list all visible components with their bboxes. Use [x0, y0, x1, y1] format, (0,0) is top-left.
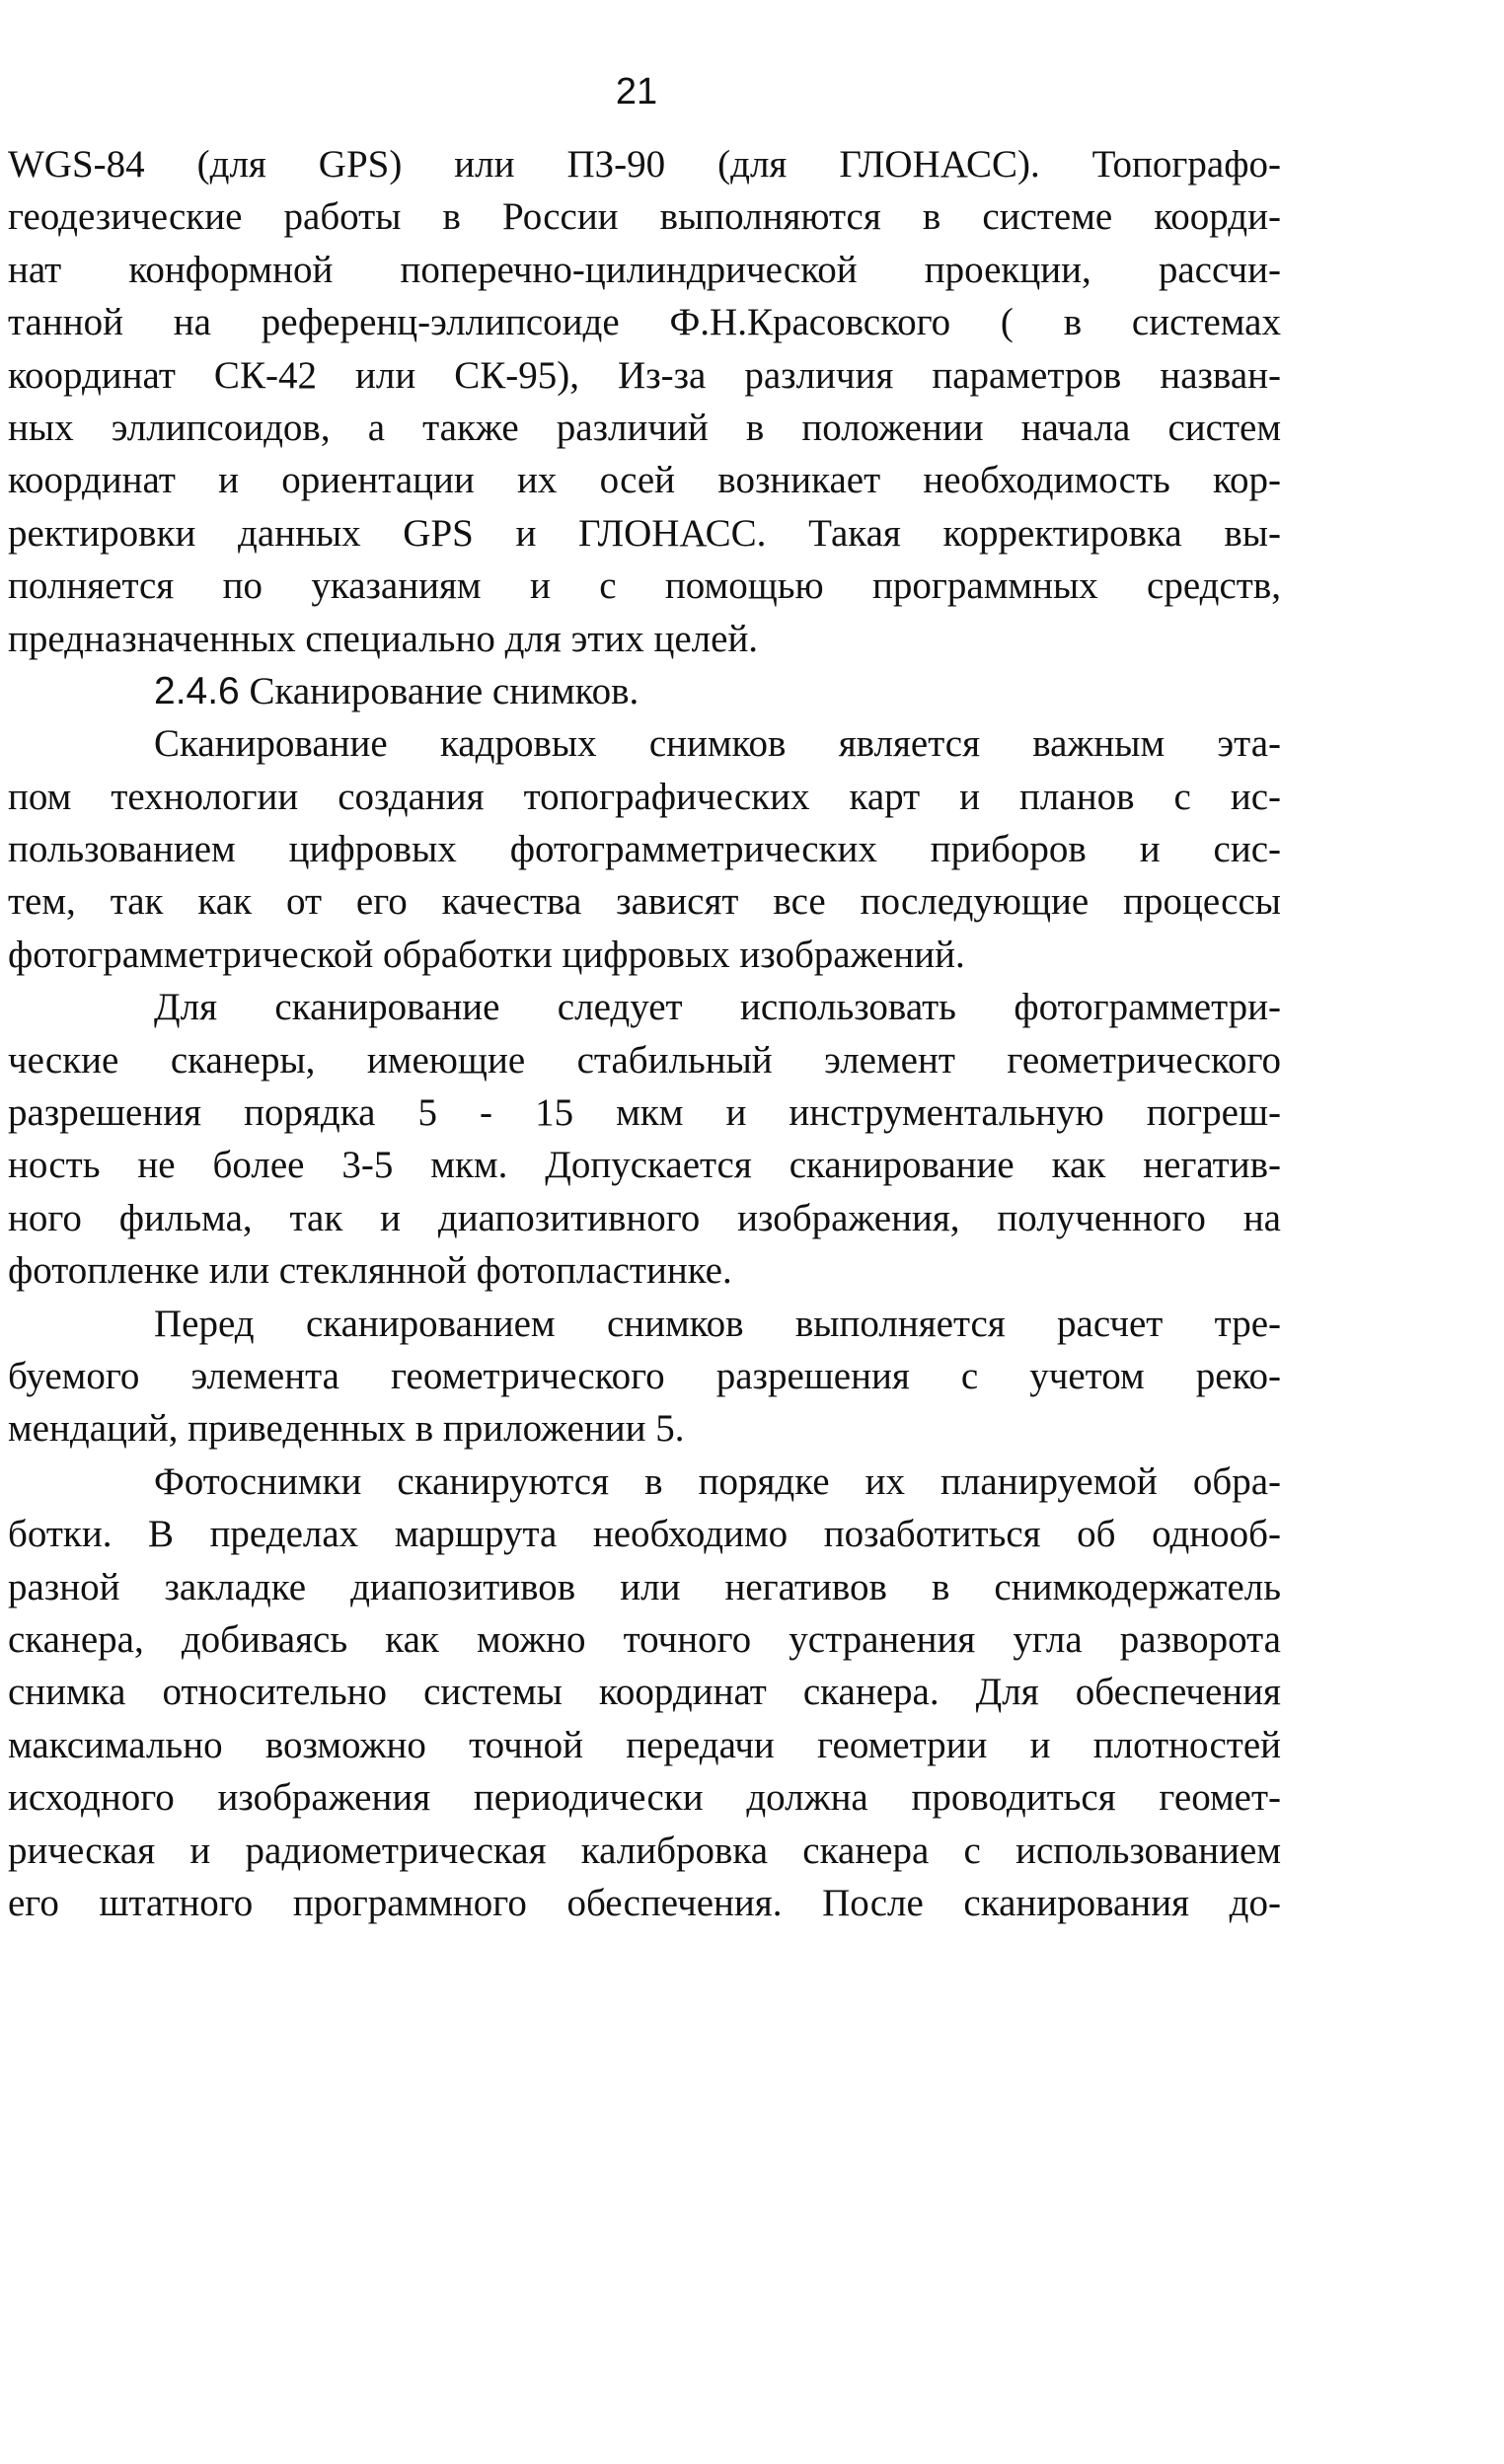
text-line: максимально возможно точной передачи геометрии и плотностей: [8, 1723, 1281, 1766]
paragraph-resolution-calculation: [8, 1298, 1281, 1456]
text-line: координат и ориентации их осей возникает необходимость кор-: [8, 459, 1281, 502]
text-line: мендаций, приведенных в приложении 5.: [8, 1407, 685, 1451]
paragraph-scanning-order: [8, 1456, 1281, 1930]
text-line: предназначенных специально для этих целей.: [8, 617, 759, 660]
text-line: ботки. В пределах маршрута необходимо позаботиться об однооб-: [8, 1513, 1281, 1556]
text-line: нат конформной поперечно-цилиндрической проекции, рассчи-: [8, 248, 1281, 291]
text-line: ректировки данных GPS и ГЛОНАСС. Такая корректировка вы-: [8, 511, 1281, 555]
text-line: Для сканирование следует использовать фотограмметри-: [154, 986, 1281, 1029]
text-line: фотопленке или стеклянной фотопластинке.: [8, 1249, 732, 1293]
text-line: пом технологии создания топографических карт и планов с ис-: [8, 775, 1281, 818]
text-line: ность не более 3-5 мкм. Допускается сканирование как негатив-: [8, 1144, 1281, 1187]
text-line: пользованием цифровых фотограмметрических приборов и сис-: [8, 828, 1281, 871]
paragraph-scanning-importance: [8, 717, 1281, 981]
text-line: его штатного программного обеспечения. После сканирования до-: [8, 1881, 1281, 1924]
text-line: танной на референц-эллипсоиде Ф.Н.Красовского ( в системах: [8, 301, 1281, 344]
paragraph-coordinate-systems: [8, 138, 1281, 665]
text-line: WGS-84 (для GPS) или ПЗ-90 (для ГЛОНАСС). Топографо-: [8, 143, 1281, 186]
text-line: координат СК-42 или СК-95), Из-за различия параметров назван-: [8, 353, 1281, 397]
text-line: тем, так как от его качества зависят все последующие процессы: [8, 880, 1281, 924]
page-body: [8, 138, 1281, 1929]
text-line: ческие сканеры, имеющие стабильный элемент геометрического: [8, 1038, 1281, 1082]
text-line: полняется по указаниям и с помощью программных средств,: [8, 564, 1281, 608]
text-line: исходного изображения периодически должна проводиться геомет-: [8, 1776, 1281, 1820]
text-line: ных эллипсоидов, а также различий в положении начала систем: [8, 406, 1281, 449]
text-line: сканера, добиваясь как можно точного устранения угла разворота: [8, 1617, 1281, 1661]
text-line: разной закладке диапозитивов или негативов в снимкодержатель: [8, 1565, 1281, 1608]
text-line: буемого элемента геометрического разрешения с учетом реко-: [8, 1354, 1281, 1397]
text-line: Перед сканированием снимков выполняется расчет тре-: [154, 1302, 1281, 1345]
text-line: фотограмметрической обработки цифровых изображений.: [8, 933, 965, 976]
text-line: геодезические работы в России выполняются в системе коорди-: [8, 195, 1281, 239]
text-line: Фотоснимки сканируются в порядке их планируемой обра-: [154, 1459, 1281, 1503]
text-line: ного фильма, так и диапозитивного изображения, полученного на: [8, 1196, 1281, 1239]
paragraph-scanner-requirements: [8, 981, 1281, 1297]
text-line: Сканирование кадровых снимков является важным эта-: [154, 722, 1281, 766]
section-title: Сканирование снимков.: [249, 669, 639, 712]
section-number: 2.4.6: [154, 669, 240, 712]
text-line: снимка относительно системы координат сканера. Для обеспечения: [8, 1671, 1281, 1714]
text-line: рическая и радиометрическая калибровка сканера с использованием: [8, 1829, 1281, 1872]
text-line: разрешения порядка 5 - 15 мкм и инструментальную погреш-: [8, 1091, 1281, 1135]
section-heading: [8, 665, 1281, 717]
page-number: 21: [615, 71, 658, 112]
